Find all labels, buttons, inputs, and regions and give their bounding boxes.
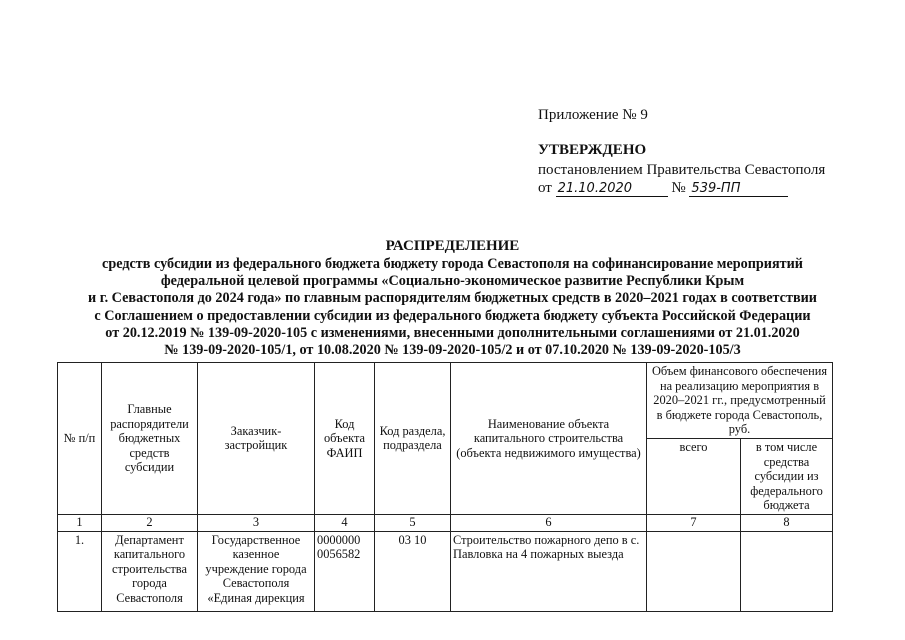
document-description — [60, 256, 845, 359]
approved-stamp-text: УТВЕРЖДЕНО — [538, 142, 647, 158]
description-line: № 139-09-2020-105/1, от 10.08.2020 № 139-09-2020-105/2 и от 07.10.2020 № 139-09-2020-105/3 — [164, 342, 741, 359]
header-section: Код раздела, подраздела — [375, 363, 451, 515]
header-total: всего — [647, 439, 741, 515]
header-customer: Заказчик-застройщик — [198, 363, 315, 515]
column-number: 8 — [741, 514, 833, 531]
appendix-label: Приложение № 9 — [538, 107, 648, 123]
column-number-row — [58, 514, 833, 531]
description-line: с Соглашением о предоставлении субсидии из федерального бюджета бюджету субъекта Российской Федерации — [94, 307, 811, 324]
column-number: 6 — [451, 514, 647, 531]
description-line: от 20.12.2019 № 139-09-2020-105 с изменениями, внесенными дополнительными соглашениями от 21.01.2020 — [105, 324, 800, 341]
column-number: 7 — [647, 514, 741, 531]
description-line: и г. Севастополя до 2024 года» по главным распорядителям бюджетных средств в 2020–2021 годах в соответствии — [88, 290, 817, 307]
cell-customer: Государственное казенное учреждение города Севастополя «Единая дирекция — [198, 531, 315, 611]
number-prefix: № — [671, 180, 686, 196]
column-number: 3 — [198, 514, 315, 531]
document-title: РАСПРЕДЕЛЕНИЕ — [385, 238, 520, 254]
cell-federal — [741, 531, 833, 611]
decree-date-line — [538, 180, 788, 197]
distribution-table — [57, 362, 833, 612]
header-num: № п/п — [58, 363, 102, 515]
table-row — [58, 531, 833, 611]
cell-faip: 0000000 0056582 — [315, 531, 375, 611]
description-line: федеральной целевой программы «Социально-экономическое развитие Республики Крым — [160, 273, 745, 290]
handwritten-number: 539-ПП — [689, 181, 788, 197]
cell-object: Строительство пожарного депо в с. Павловка на 4 пожарных выезда — [451, 531, 647, 611]
table-header-row — [58, 363, 833, 439]
header-federal: в том числе средства субсидии из федерального бюджета — [741, 439, 833, 515]
cell-manager: Департамент капитального строительства города Севастополя — [102, 531, 198, 611]
decree-text: постановлением Правительства Севастополя — [538, 162, 826, 178]
header-manager: Главные распорядители бюджетных средств субсидии — [102, 363, 198, 515]
column-number: 5 — [375, 514, 451, 531]
column-number: 2 — [102, 514, 198, 531]
header-volume: Объем финансового обеспечения на реализацию мероприятия в 2020–2021 гг., предусмотренный в бюджете города Севастополь, руб. — [647, 363, 833, 439]
description-line: средств субсидии из федерального бюджета бюджету города Севастополя на софинансирование мероприятий — [102, 256, 803, 272]
column-number: 4 — [315, 514, 375, 531]
cell-num: 1. — [58, 531, 102, 611]
header-faip: Код объекта ФАИП — [315, 363, 375, 515]
column-number: 1 — [58, 514, 102, 531]
cell-section: 03 10 — [375, 531, 451, 611]
cell-total — [647, 531, 741, 611]
handwritten-date: 21.10.2020 — [556, 181, 668, 197]
header-object: Наименование объекта капитального строительства (объекта недвижимого имущества) — [451, 363, 647, 515]
date-prefix: от — [538, 180, 552, 196]
